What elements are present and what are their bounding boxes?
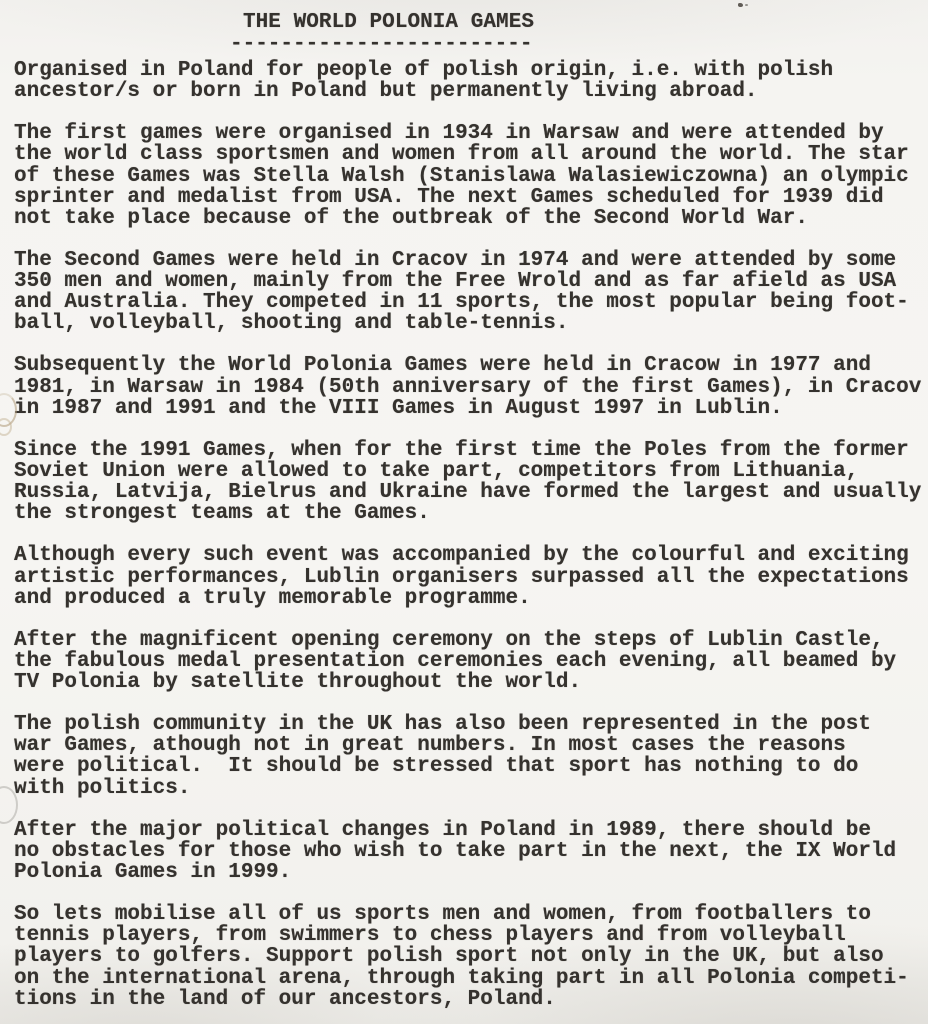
text-line: So lets mobilise all of us sports men and women, from footballers to — [14, 902, 871, 926]
text-line: The first games were organised in 1934 in Warsaw and were attended by — [14, 122, 884, 146]
text-line: After the major political changes in Poland in 1989, there should be — [14, 818, 871, 842]
paragraph — [14, 250, 928, 335]
paragraph — [14, 123, 928, 229]
document-title-block — [14, 12, 928, 57]
text-line: The polish community in the UK has also been represented in the post — [14, 713, 871, 737]
text-line: TV Polonia by satellite throughout the world. — [14, 671, 582, 695]
text-line: no obstacles for those who wish to take part in the next, the IX World — [14, 839, 897, 863]
ink-speck-artifact — [745, 4, 748, 6]
text-line: not take place because of the outbreak of the Second World War. — [14, 206, 808, 230]
text-line: Soviet Union were allowed to take part, competitors from Lithuania, — [14, 460, 859, 483]
text-line: of these Games was Stella Walsh (Stanislawa Walasiewiczowna) an olympic — [14, 164, 909, 188]
text-line: Since the 1991 Games, when for the first time the Poles from the former — [14, 438, 909, 462]
text-line: Although every such event was accompanied by the colourful and exciting — [14, 544, 909, 568]
text-line: the strongest teams at the Games. — [14, 502, 430, 526]
text-line: The Second Games were held in Cracov in 1974 and were attended by some — [14, 248, 897, 272]
text-line: 350 men and women, mainly from the Free Wrold and as far afield as USA — [14, 270, 897, 294]
text-line: Organised in Poland for people of polish origin, i.e. with polish — [14, 59, 834, 82]
page-title: THE WORLD POLONIA GAMES — [243, 11, 534, 34]
text-line: and Australia. They competed in 11 sports, the most popular being foot- — [14, 291, 909, 315]
text-line: 1981, in Warsaw in 1984 (50th anniversary of the first Games), in Cracov — [14, 375, 922, 399]
text-line: in 1987 and 1991 and the VIII Games in August 1997 in Lublin. — [14, 396, 783, 420]
document-body — [14, 60, 928, 1010]
paragraph — [14, 60, 928, 102]
text-line: tions in the land of our ancestors, Poland. — [14, 987, 556, 1011]
text-line: Russia, Latvija, Bielrus and Ukraine have formed the largest and usually — [14, 481, 922, 505]
paragraph — [14, 820, 928, 884]
ink-speck-artifact — [738, 3, 743, 7]
text-line: were political. It should be stressed that sport has nothing to do — [14, 755, 859, 779]
title-underline: ------------------------ — [230, 33, 533, 56]
text-line: players to golfers. Support polish sport not only in the UK, but also — [14, 945, 884, 969]
text-line: sprinter and medalist from USA. The next Games scheduled for 1939 did — [14, 185, 884, 209]
text-line: ancestor/s or born in Poland but permanently living abroad. — [14, 80, 758, 104]
text-line: Polonia Games in 1999. — [14, 861, 292, 884]
text-line: and produced a truly memorable programme. — [14, 586, 531, 610]
text-line: tennis players, from swimmers to chess players and from volleyball — [14, 924, 846, 948]
paragraph — [14, 545, 928, 609]
text-line: artistic performances, Lublin organisers surpassed all the expectations — [14, 565, 909, 589]
text-line: ball, volleyball, shooting and table-tennis. — [14, 312, 569, 336]
text-line: After the magnificent opening ceremony on the steps of Lublin Castle, — [14, 628, 884, 652]
paragraph — [14, 904, 928, 1010]
paragraph — [14, 630, 928, 694]
text-line: war Games, athough not in great numbers. In most cases the reasons — [14, 734, 846, 758]
text-line: on the international arena, through taking part in all Polonia competi- — [14, 966, 909, 990]
text-line: the world class sportsmen and women from all around the world. The star — [14, 143, 909, 167]
text-line: the fabulous medal presentation ceremonies each evening, all beamed by — [14, 649, 897, 673]
paragraph — [14, 440, 928, 525]
text-line: with politics. — [14, 776, 191, 800]
text-line: Subsequently the World Polonia Games were held in Cracow in 1977 and — [14, 354, 871, 378]
scan-artifact-curl — [0, 418, 12, 436]
paragraph — [14, 714, 928, 799]
paragraph — [14, 355, 928, 419]
